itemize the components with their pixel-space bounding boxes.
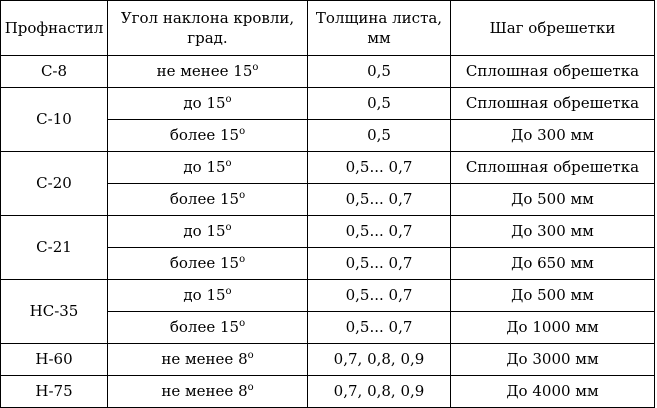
thickness-cell: 0,5 bbox=[308, 56, 451, 88]
batten-step-cell: До 500 мм bbox=[451, 280, 655, 312]
thickness-cell: 0,5... 0,7 bbox=[308, 280, 451, 312]
table-row bbox=[1, 376, 655, 408]
degree-mark: o bbox=[239, 126, 246, 137]
header-roof-angle: Угол наклона кровли, град. bbox=[108, 1, 308, 56]
degree-mark: o bbox=[225, 158, 232, 169]
thickness-cell: 0,7, 0,8, 0,9 bbox=[308, 376, 451, 408]
table-body bbox=[1, 56, 655, 408]
angle-value: более 15 bbox=[169, 318, 240, 336]
thickness-cell: 0,5 bbox=[308, 88, 451, 120]
table-row bbox=[1, 344, 655, 376]
angle-cell bbox=[108, 248, 308, 280]
batten-step-cell: До 650 мм bbox=[451, 248, 655, 280]
batten-step-cell: Сплошная обрешетка bbox=[451, 56, 655, 88]
angle-cell bbox=[108, 120, 308, 152]
angle-value: не менее 8 bbox=[161, 382, 248, 400]
degree-mark: o bbox=[225, 94, 232, 105]
table-row bbox=[1, 88, 655, 120]
degree-mark: o bbox=[239, 318, 246, 329]
thickness-cell: 0,5... 0,7 bbox=[308, 248, 451, 280]
angle-value: до 15 bbox=[183, 222, 226, 240]
angle-cell bbox=[108, 216, 308, 248]
profile-cell: С-21 bbox=[1, 216, 108, 280]
angle-cell bbox=[108, 184, 308, 216]
profile-cell: С-20 bbox=[1, 152, 108, 216]
angle-cell bbox=[108, 152, 308, 184]
thickness-cell: 0,5... 0,7 bbox=[308, 152, 451, 184]
thickness-cell: 0,5... 0,7 bbox=[308, 184, 451, 216]
table-row bbox=[1, 280, 655, 312]
degree-mark: o bbox=[247, 382, 254, 393]
degree-mark: o bbox=[225, 286, 232, 297]
angle-value: до 15 bbox=[183, 286, 226, 304]
profile-cell: С-10 bbox=[1, 88, 108, 152]
angle-value: более 15 bbox=[169, 126, 240, 144]
header-batten-step: Шаг обрешетки bbox=[451, 1, 655, 56]
degree-mark: o bbox=[252, 62, 259, 73]
angle-cell bbox=[108, 312, 308, 344]
angle-value: более 15 bbox=[169, 254, 240, 272]
degree-mark: o bbox=[247, 350, 254, 361]
angle-cell bbox=[108, 376, 308, 408]
batten-step-cell: Сплошная обрешетка bbox=[451, 88, 655, 120]
batten-step-cell: До 500 мм bbox=[451, 184, 655, 216]
angle-value: до 15 bbox=[183, 94, 226, 112]
header-profile: Профнастил bbox=[1, 1, 108, 56]
profile-cell: С-8 bbox=[1, 56, 108, 88]
degree-mark: o bbox=[225, 222, 232, 233]
profile-cell: НС-35 bbox=[1, 280, 108, 344]
angle-value: более 15 bbox=[169, 190, 240, 208]
thickness-cell: 0,7, 0,8, 0,9 bbox=[308, 344, 451, 376]
table-row bbox=[1, 152, 655, 184]
degree-mark: o bbox=[239, 254, 246, 265]
degree-mark: o bbox=[239, 190, 246, 201]
thickness-cell: 0,5... 0,7 bbox=[308, 216, 451, 248]
table-row bbox=[1, 216, 655, 248]
thickness-cell: 0,5... 0,7 bbox=[308, 312, 451, 344]
batten-step-cell: Сплошная обрешетка bbox=[451, 152, 655, 184]
batten-step-cell: До 4000 мм bbox=[451, 376, 655, 408]
angle-cell bbox=[108, 280, 308, 312]
table-row bbox=[1, 56, 655, 88]
angle-value: не менее 15 bbox=[156, 62, 253, 80]
angle-cell bbox=[108, 88, 308, 120]
header-sheet-thickness: Толщина листа, мм bbox=[308, 1, 451, 56]
angle-value: до 15 bbox=[183, 158, 226, 176]
thickness-cell: 0,5 bbox=[308, 120, 451, 152]
profile-cell: Н-75 bbox=[1, 376, 108, 408]
batten-step-cell: До 300 мм bbox=[451, 216, 655, 248]
table-header-row bbox=[1, 1, 655, 56]
profile-cell: Н-60 bbox=[1, 344, 108, 376]
angle-cell bbox=[108, 56, 308, 88]
angle-cell bbox=[108, 344, 308, 376]
batten-step-cell: До 1000 мм bbox=[451, 312, 655, 344]
batten-step-cell: До 300 мм bbox=[451, 120, 655, 152]
angle-value: не менее 8 bbox=[161, 350, 248, 368]
batten-step-cell: До 3000 мм bbox=[451, 344, 655, 376]
